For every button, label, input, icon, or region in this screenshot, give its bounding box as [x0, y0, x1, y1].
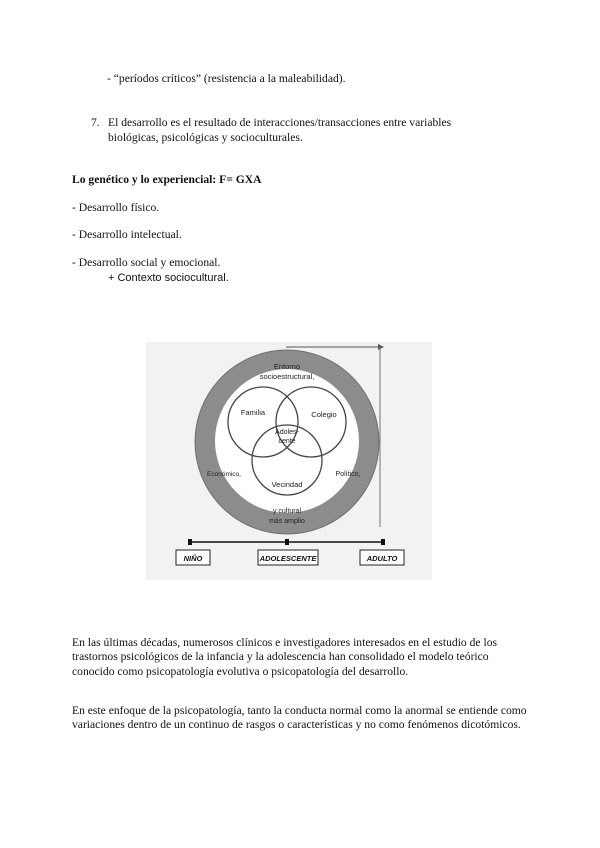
list-item-intelectual: - Desarrollo intelectual. [72, 228, 182, 241]
label-familia: Familia [240, 408, 266, 417]
stage-nino: NIÑO [183, 554, 203, 563]
top-arrow-head [378, 344, 384, 350]
label-colegio: Colegio [311, 410, 337, 419]
label-economico: Económico, [207, 471, 241, 478]
tick-nino [188, 539, 192, 545]
item-7-line1: El desarrollo es el resultado de interacciones/transacciones entre variables [108, 116, 452, 129]
label-adoles: Adoles- [275, 429, 299, 436]
tick-adulto [381, 539, 385, 545]
stage-adolescente: ADOLESCENTE [259, 554, 317, 563]
item-7-number: 7. [91, 116, 100, 129]
label-y-cultural: y cultural [272, 508, 302, 515]
periodos-criticos-line: - “períodos críticos” (resistencia a la maleabilidad). [107, 72, 346, 85]
stage-adulto: ADULTO [366, 554, 398, 563]
list-item-fisico: - Desarrollo físico. [72, 201, 160, 214]
contexto-sociocultural: + Contexto sociocultural. [108, 272, 229, 284]
list-item-social: - Desarrollo social y emocional. [72, 256, 221, 269]
label-politico: Político, [335, 471, 361, 478]
section-heading: Lo genético y lo experiencial: F= GXA [72, 173, 262, 186]
label-mas-amplio: más amplio [269, 518, 305, 525]
label-cente: cente [278, 438, 296, 445]
diagram-svg [146, 342, 432, 580]
item-7-line2: biológicas, psicológicas y socioculturales. [108, 131, 303, 144]
label-socioestructural: socioestructural, [259, 372, 315, 381]
label-entorno: Entorno [273, 362, 301, 371]
ecological-diagram [146, 342, 432, 580]
paragraph-1: En las últimas décadas, numerosos clínicos e investigadores interesados en el estudio de los trastornos psicológicos de la infancia y la adolescencia han consolidado el modelo teórico conocido como psicopatología evolutiva o psicopatología del desarrollo. [72, 636, 498, 678]
paragraph-2: En este enfoque de la psicopatología, tanto la conducta normal como la anormal se entiende como variaciones dentro de un continuo de rasgos o características y no como fenómenos dicotómicos. [72, 704, 527, 732]
tick-adolescente [285, 539, 289, 545]
label-vecindad: Vecindad [271, 480, 303, 489]
